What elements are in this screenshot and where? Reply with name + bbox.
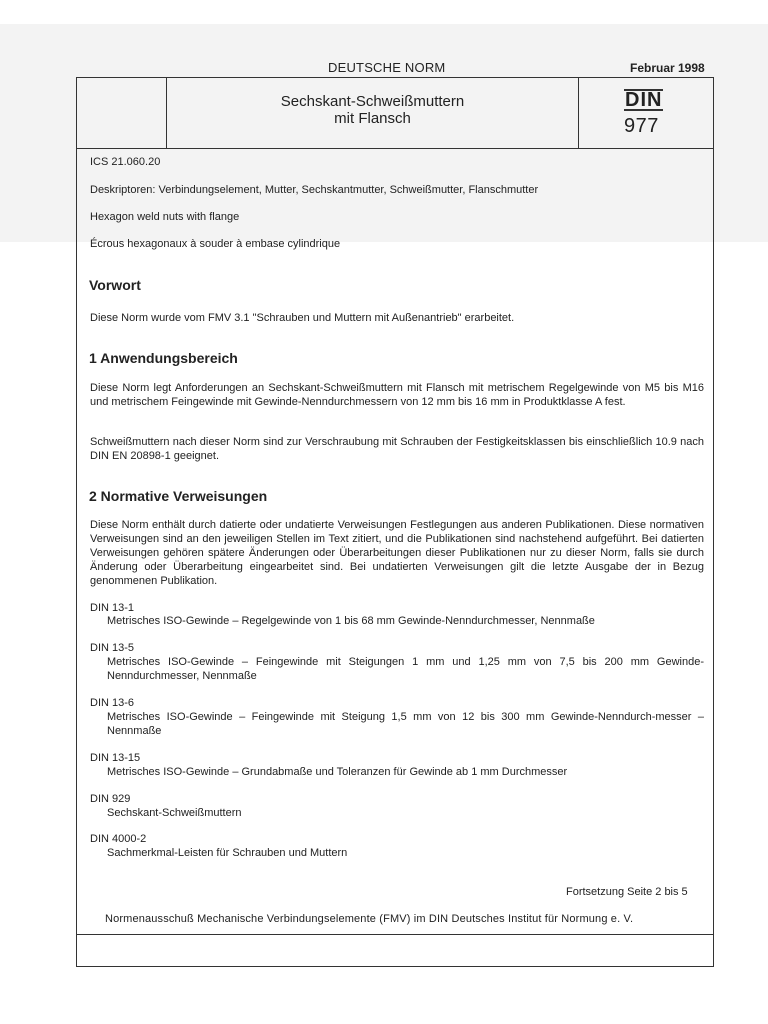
reference-description: Sechskant-Schweißmuttern xyxy=(107,807,242,819)
title-divider-right xyxy=(578,77,579,148)
reference-id: DIN 13-6 xyxy=(90,697,135,709)
document-title-line2: mit Flansch xyxy=(334,110,411,127)
document-title xyxy=(167,93,578,127)
reference-id: DIN 13-5 xyxy=(90,642,135,654)
standard-number: 977 xyxy=(624,115,659,137)
title-block xyxy=(76,77,714,149)
document-title-line1: Sechskant-Schweißmuttern xyxy=(280,93,465,110)
reference-description: Metrisches ISO-Gewinde – Grundabmaße und Toleranzen für Gewinde ab 1 mm Durchmesser xyxy=(107,766,568,778)
section2-heading: 2 Normative Verweisungen xyxy=(89,488,268,504)
section2-paragraph: Diese Norm enthält durch datierte oder undatierte Verweisungen Festlegungen aus anderen Publikationen. Diese normativen Verweisungen sind an den jeweiligen Stellen im Text zitiert, und die Publikationen sind nachstehend aufgeführt. Bei datierten Verweisungen gehören spätere Änderungen oder Überarbeitungen dieser Publikationen nur zu dieser Norm, falls sie durch Änderung oder Überarbeitung eingearbeitet sind. Bei undatierten Verweisungen gilt die letzte Ausgabe der in Bezug genommenen Publikation. xyxy=(90,519,704,587)
title-english: Hexagon weld nuts with flange xyxy=(90,211,240,223)
reference-id: DIN 929 xyxy=(90,793,131,805)
reference-description: Metrisches ISO-Gewinde – Regelgewinde von 1 bis 68 mm Gewinde-Nenndurchmesser, Nennmaße xyxy=(107,615,595,627)
continuation-note: Fortsetzung Seite 2 bis 5 xyxy=(566,886,688,898)
ics-code: ICS 21.060.20 xyxy=(90,156,161,168)
reference-id: DIN 13-1 xyxy=(90,602,135,614)
reference-description: Metrisches ISO-Gewinde – Feingewinde mit Steigungen 1 mm und 1,25 mm von 7,5 bis 200 mm Gewinde-Nenndurchmesser, Nennmaße xyxy=(107,656,704,682)
vorwort-heading: Vorwort xyxy=(89,277,141,293)
footer-committee: Normenausschuß Mechanische Verbindungselemente (FMV) im DIN Deutsches Institut für Normung e. V. xyxy=(105,913,634,925)
document-type-label: DEUTSCHE NORM xyxy=(328,60,446,75)
title-french: Écrous hexagonaux à souder à embase cylindrique xyxy=(90,238,341,250)
descriptors: Deskriptoren: Verbindungselement, Mutter, Sechskantmutter, Schweißmutter, Flanschmutter xyxy=(90,184,539,196)
din-logo: DIN xyxy=(625,89,663,111)
vorwort-text: Diese Norm wurde vom FMV 3.1 "Schrauben und Muttern mit Außenantrieb" erarbeitet. xyxy=(90,312,515,324)
reference-description: Sachmerkmal-Leisten für Schrauben und Muttern xyxy=(107,847,348,859)
reference-id: DIN 4000-2 xyxy=(90,833,147,845)
publication-date: Februar 1998 xyxy=(630,61,705,75)
reference-id: DIN 13-15 xyxy=(90,752,141,764)
footer-divider xyxy=(76,934,714,935)
section1-heading: 1 Anwendungsbereich xyxy=(89,350,238,366)
reference-description: Metrisches ISO-Gewinde – Feingewinde mit Steigung 1,5 mm von 12 bis 300 mm Gewinde-Nenndurch-messer – Nennmaße xyxy=(107,711,704,737)
section1-paragraph1: Diese Norm legt Anforderungen an Sechskant-Schweißmuttern mit Flansch mit metrischem Regelgewinde von M5 bis M16 und metrischem Feingewinde mit Gewinde-Nenndurchmessern von 12 mm bis 16 mm in Produktklasse A fest. xyxy=(90,382,704,408)
section1-paragraph2: Schweißmuttern nach dieser Norm sind zur Verschraubung mit Schrauben der Festigkeitsklassen bis einschließlich 10.9 nach DIN EN 20898-1 geeignet. xyxy=(90,436,704,462)
